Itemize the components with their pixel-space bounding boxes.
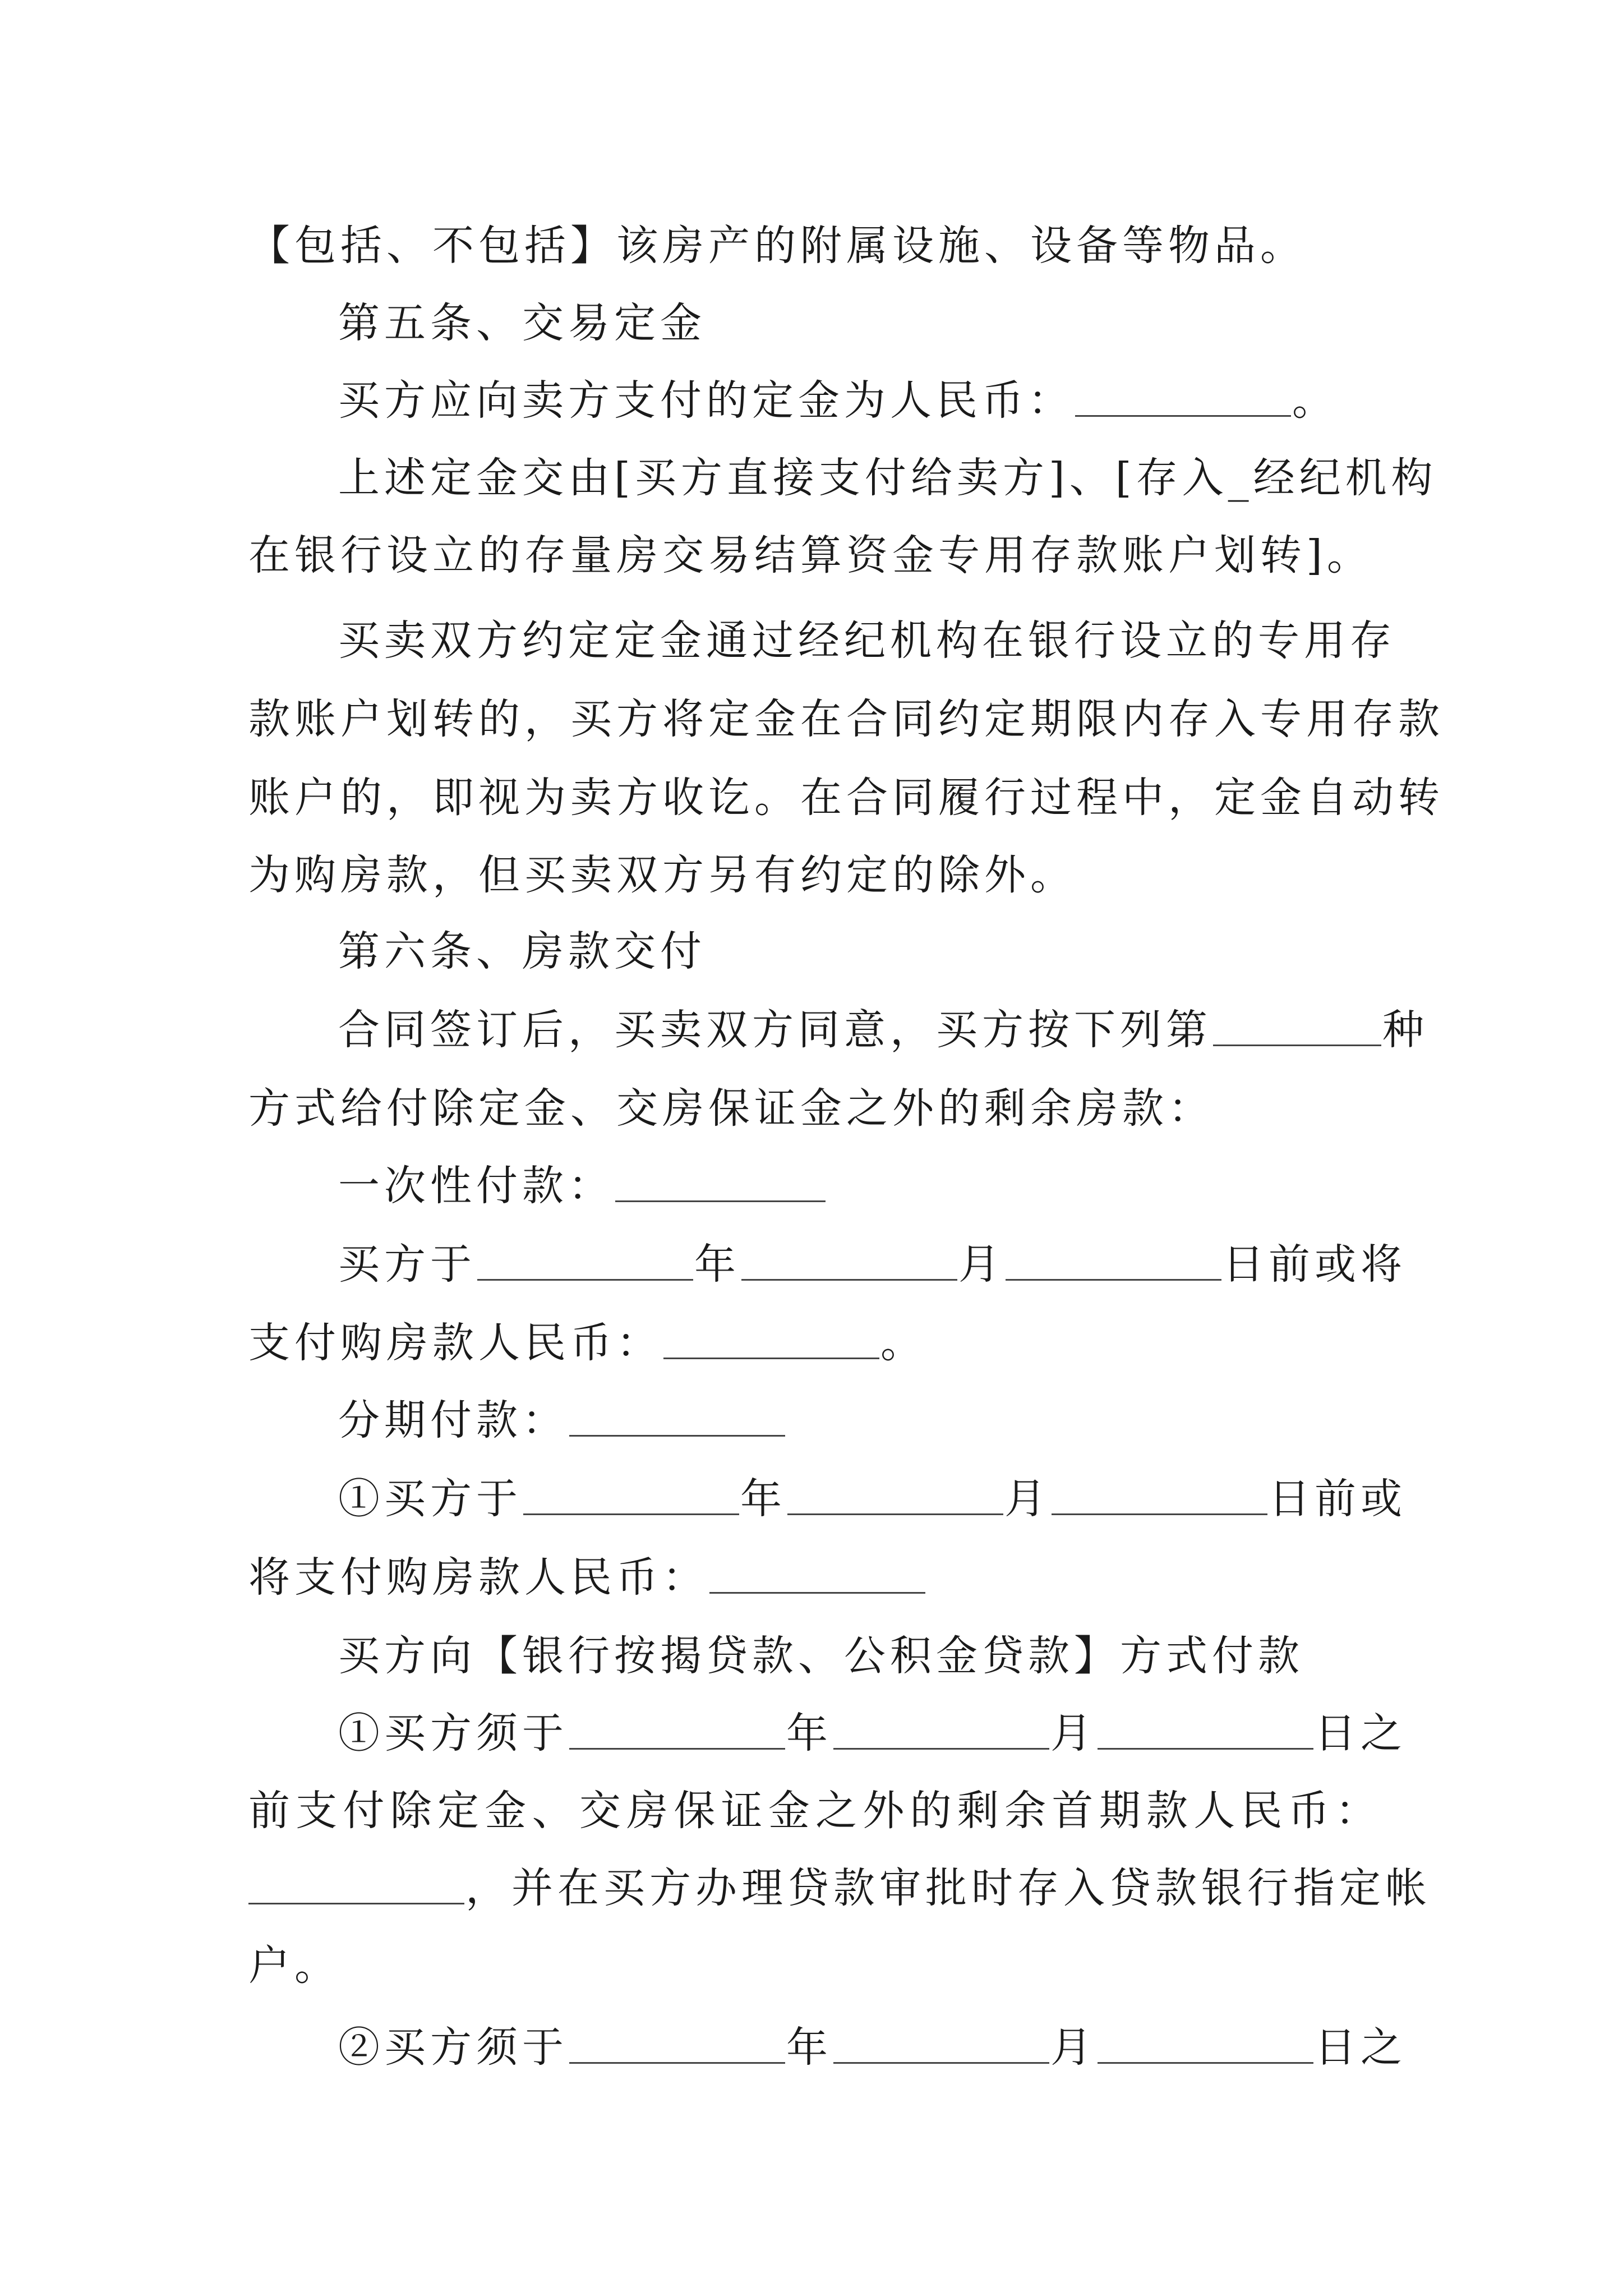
text: 为购房款，但买卖双方另有约定的除外。 bbox=[248, 851, 1076, 899]
day-blank bbox=[1006, 1240, 1221, 1281]
text-line bbox=[338, 607, 1396, 674]
text-line bbox=[248, 1777, 1381, 1844]
text: ①买方于 bbox=[338, 1475, 522, 1523]
amount-blank bbox=[663, 1318, 879, 1359]
text: 月 bbox=[1050, 2023, 1096, 2072]
deposit-amount-blank bbox=[1075, 376, 1291, 417]
text: 买方向【银行按揭贷款、公积金贷款】方式付款 bbox=[338, 1632, 1304, 1680]
text: 日之 bbox=[1315, 1709, 1407, 1757]
day-blank bbox=[1098, 2023, 1313, 2064]
text-line-installment bbox=[338, 1387, 1381, 1454]
text: 合同签订后，买卖双方同意，买方按下列第 bbox=[338, 1006, 1212, 1054]
text: 买卖双方约定定金通过经纪机构在银行设立的专用存 bbox=[338, 616, 1396, 665]
month-blank bbox=[833, 2023, 1049, 2064]
year-blank bbox=[569, 1709, 785, 1750]
text-line-down-payment bbox=[248, 1855, 1431, 1922]
article-6-heading bbox=[338, 918, 1381, 985]
down-payment-blank bbox=[248, 1864, 464, 1904]
text: 年 bbox=[740, 1475, 786, 1523]
text-line-loan-date-1 bbox=[338, 1700, 1407, 1767]
text: 第六条、房款交付 bbox=[338, 927, 706, 976]
text: 第五条、交易定金 bbox=[338, 299, 706, 347]
text: 方式给付除定金、交房保证金之外的剩余房款： bbox=[248, 1084, 1214, 1133]
text-line-loan-method bbox=[338, 1622, 1381, 1690]
text-line bbox=[248, 764, 1444, 831]
day-blank bbox=[1098, 1709, 1313, 1750]
installment-blank bbox=[569, 1396, 785, 1437]
method-number-blank bbox=[1213, 1005, 1381, 1046]
text: 买方应向卖方支付的定金为人民币： bbox=[338, 376, 1074, 425]
year-blank bbox=[569, 2023, 785, 2064]
lump-sum-blank bbox=[615, 1161, 826, 1202]
text-line bbox=[248, 841, 1381, 909]
text-line-furnishings bbox=[248, 212, 1381, 279]
text-line bbox=[248, 1932, 1381, 1999]
text: 月 bbox=[958, 1240, 1004, 1289]
text: 年 bbox=[786, 1709, 832, 1757]
text-line-deposit-amount bbox=[338, 367, 1381, 434]
day-blank bbox=[1052, 1474, 1267, 1515]
text: 日前或将 bbox=[1223, 1240, 1407, 1289]
text-line bbox=[248, 1075, 1381, 1142]
text: 【包括、不包括】该房产的附属设施、设备等物品。 bbox=[248, 222, 1306, 270]
month-blank bbox=[833, 1709, 1049, 1750]
text: 分期付款： bbox=[338, 1396, 568, 1444]
text: 月 bbox=[1004, 1475, 1050, 1523]
article-5-heading bbox=[338, 289, 1381, 357]
text: ②买方须于 bbox=[338, 2023, 568, 2072]
text-line bbox=[338, 444, 1437, 512]
text-line bbox=[248, 522, 1381, 589]
text: 买方于 bbox=[338, 1240, 476, 1289]
text: 。 bbox=[880, 1319, 926, 1367]
text: 款账户划转的，买方将定金在合同约定期限内存入专用存款 bbox=[248, 695, 1444, 743]
text-line-loan-date-2 bbox=[338, 2014, 1407, 2081]
text-line-installment-date bbox=[338, 1465, 1407, 1533]
text-line-lump-sum bbox=[338, 1152, 1381, 1220]
month-blank bbox=[787, 1474, 1003, 1515]
month-blank bbox=[741, 1240, 957, 1281]
text: 前支付除定金、交房保证金之外的剩余首期款人民币： bbox=[248, 1787, 1381, 1835]
text: 年 bbox=[786, 2023, 832, 2072]
text-line-lump-sum-date bbox=[338, 1231, 1407, 1298]
text: 年 bbox=[694, 1240, 740, 1289]
text: 支付购房款人民币： bbox=[248, 1319, 662, 1367]
text: 一次性付款： bbox=[338, 1162, 614, 1210]
text: ①买方须于 bbox=[338, 1709, 568, 1757]
text: 日前或 bbox=[1269, 1475, 1407, 1523]
year-blank bbox=[523, 1474, 739, 1515]
text-line-lump-sum-amount bbox=[248, 1309, 1381, 1377]
text: 。 bbox=[1292, 376, 1338, 425]
text: 账户的，即视为卖方收讫。在合同履行过程中，定金自动转 bbox=[248, 774, 1444, 822]
text-line bbox=[248, 685, 1444, 753]
text: 在银行设立的存量房交易结算资金专用存款账户划转]。 bbox=[248, 531, 1373, 579]
text: 户。 bbox=[248, 1941, 340, 1990]
text: 种 bbox=[1382, 1006, 1428, 1054]
text: 将支付购房款人民币： bbox=[248, 1553, 708, 1602]
text: ，并在买方办理贷款审批时存入贷款银行指定帐 bbox=[465, 1864, 1431, 1912]
text-line-installment-amount bbox=[248, 1544, 1381, 1611]
text-line-payment-method bbox=[338, 996, 1428, 1064]
year-blank bbox=[477, 1240, 693, 1281]
amount-blank bbox=[709, 1553, 925, 1594]
text: 月 bbox=[1050, 1709, 1096, 1757]
text: 日之 bbox=[1315, 2023, 1407, 2072]
text: 上述定金交由[买方直接支付给卖方]、[存入_经纪机构 bbox=[338, 454, 1437, 502]
